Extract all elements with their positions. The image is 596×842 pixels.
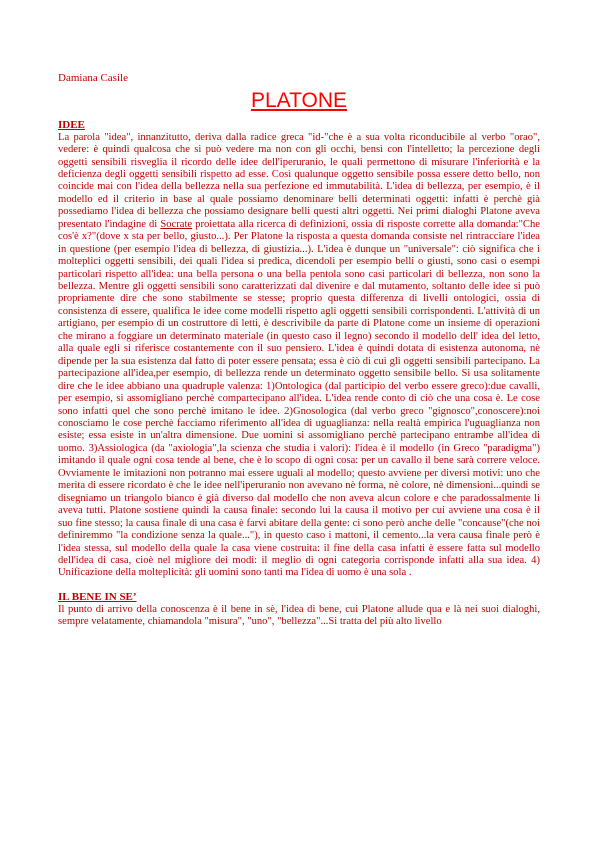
body-text-part-2: proiettata alla ricerca di definizioni, ossia di risposte corrette alla domanda:"Che cos'è x?"(dove x sta per bello, giusto...). Per Platone la risposta a questa domanda consiste nel rintracciare l'idea in questione (per esempio l'idea di bellezza, di giustizia...). L'idea è dunque un "universale": ciò significa che i molteplici oggetti sensibili, dei quali l'idea si predica, dicendoli per esempio belli o giusti, sono casi o esempi particolari rispetto all'idea: una bella persona o una bella pentola sono casi particolari di bellezza, non sono la bellezza. Mentre gli oggetti sensibili sono caratterizzati dal divenire e dal mutamento, soltanto delle idee si può propriamente dire che sono stabilmente se stesse; proprio questa differenza di livelli ontologici, ossia di consistenza di essere, qualifica le idee come modelli rispetto agli oggetti sensibili corrispondenti. L'attività di un artigiano, per esempio di un costruttore di letti, è descrivibile da parte di Platone come un insieme di operazioni che mirano a foggiare un determinato materiale (in questo caso il legno) secondo il modello dell' idea del letto, alla quale egli si riferisce costantemente con il suo pensiero. L'idea è quindi dotata di esistenza autonoma, nè dipende per la sua esistenza dal fatto di poter essere pensata; essa è ciò di cui gli oggetti sensibili partecipano. La partecipazione all'idea,per esempio, di bellezza rende un determinato oggetto sensibile bello. Si usa solitamente dire che le idee abbiano una quadruple valenza: 1)Ontologica (dal participio del verbo essere greco):due cavalli, per esempio, si assomigliano perchè compartecipano all'idea. L'idea rende conto di ciò che una cosa è. Le cose sono infatti quel che sono perchè imitano le idee. 2)Gnosologica (dal verbo greco "gignosco",conoscere):noi conosciamo le cose perchè facciamo riferimento all'idea di uguaglianza: nella realtà empirica l'uguaglianza non esiste; essa esiste in un'altra dimensione. Due uomini si assomigliano perchè partecipano entrambe all'idea di uomo. 3)Assiologica (da "axiologia",la scienza che studia i valori): l'idea è il modello (in Greco "paradigma") imitando il quale ogni cosa tende al bene, che è lo scopo di ogni cosa: per un cavallo il bene sarà correre veloce. Ovviamente le imitazioni non potranno mai essere uguali al modello; questo avviene per diversi motivi: uno che merita di essere ricordato è che le idee nell'iperuranio non avevano nè forma, nè colore, nè dimensioni...quindi se disegniamo un triangolo bianco è già diverso dal modello che non aveva alcun colore e che paradossalmente li aveva tutti. Platone sostiene quindi la causa finale: secondo lui la causa il motivo per cui avviene una cosa è il suo fine stesso; la causa finale di una casa è farvi abitare della gente: ci sono però anche delle "concause"(che noi definiremmo "la condizione senza la quale..."), in questo caso i mattoni, il cemento...la vera causa finale però è l'idea stessa, sul modello della quale la casa viene costruita: il fine della casa infatti è essere fatta sul modello dell'idea di casa, cioè nel migliore dei modi: il meglio di ogni categoria corrisponde infatti alla sua idea. 4) Unificazione della molteplicità: gli uomini sono tanti ma l'idea di uomo è una sola . [58, 218, 540, 579]
section-body-idee [58, 132, 540, 580]
section-heading-idee: IDEE [58, 119, 85, 131]
document-page [58, 72, 540, 628]
body-text-part-1: La parola "idea", innanzitutto, deriva dalla radice greca "id-"che è a sua volta riconducibile al verbo "orao", vedere: è quindi qualcosa che si può vedere ma non con gli occhi, bensì con l'intelletto; la percezione degli oggetti sensibili risveglia il ricordo delle idee dell'iperuranio, le quali permettono di misurare l'inferiorità e la deficienza degli oggetti sensibili rispetto ad esse. Così qualunque oggetto sensibile possa essere detto bello, non coincide mai con l'idea della bellezza nella sua perfezione ed immutabilità. L'idea di bellezza, per esempio, è il modello ed il criterio in base al quale possiamo denominare belli determinati oggetti: infatti è perchè già possediamo l'idea di bellezza che possiamo designare belli questi altri oggetti. Nei primi dialoghi Platone aveva presentato l'indagine di [58, 131, 540, 230]
page-title: PLATONE [250, 89, 348, 112]
socrate-link[interactable]: Socrate [160, 218, 193, 230]
section-heading-bene: IL BENE IN SE’ [58, 590, 137, 603]
author-name: Damiana Casile [58, 72, 128, 84]
section-body-bene: Il punto di arrivo della conoscenza è il bene in sè, l'idea di bene, cui Platone allude qua e là nei suoi dialoghi, sempre velatamente, chiamandola "misura", "uno", "bellezza"...Si tratta del più alto livello [58, 603, 540, 627]
